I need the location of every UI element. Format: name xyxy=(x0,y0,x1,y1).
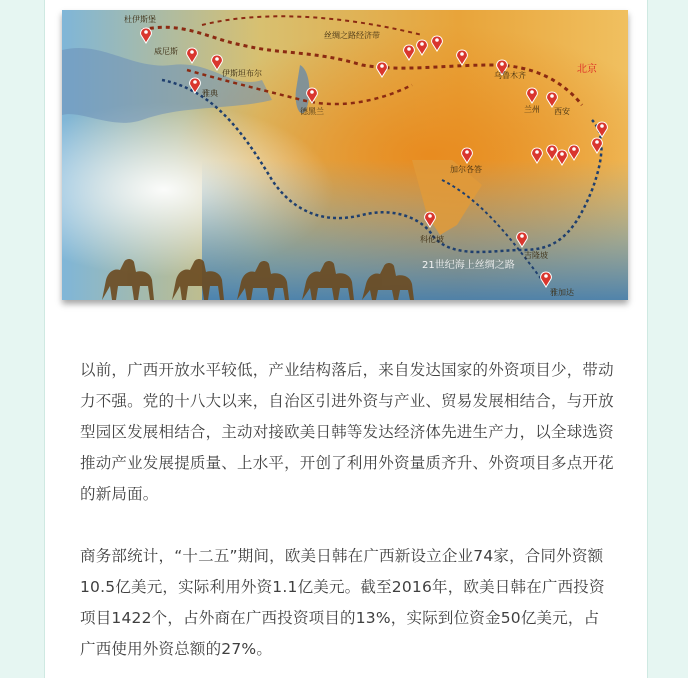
map-label: 北京 xyxy=(577,64,597,75)
silk-road-map-image xyxy=(62,10,628,300)
map-label: 威尼斯 xyxy=(154,47,178,56)
map-label: 雅加达 xyxy=(550,288,574,297)
map-label: 加尔各答 xyxy=(450,165,482,174)
map-label: 科伦坡 xyxy=(420,235,444,244)
map-label: 西安 xyxy=(554,107,570,116)
map-label: 吉隆坡 xyxy=(524,251,548,260)
map-label: 兰州 xyxy=(524,105,540,114)
map-label: 杜伊斯堡 xyxy=(124,15,156,24)
map-label: 雅典 xyxy=(202,89,218,98)
map-label: 伊斯坦布尔 xyxy=(222,69,262,78)
map-label: 丝绸之路经济带 xyxy=(324,31,380,40)
map-label: 乌鲁木齐 xyxy=(494,71,526,80)
article-paragraph-1: 以前，广西开放水平较低，产业结构落后，来自发达国家的外资项目少，带动力不强。党的十八大以来，自治区引进外资与产业、贸易发展相结合，与开放型园区发展相结合，主动对接欧美日韩等发达经济体先进生产力，以全球选资推动产业发展提质量、上水平，开创了利用外资量质齐升、外资项目多点开花的新局面。 xyxy=(80,361,614,503)
article-paragraph-2: 商务部统计，“十二五”期间，欧美日韩在广西新设立企业74家，合同外资额10.5亿美元，实际利用外资1.1亿美元。截至2016年，欧美日韩在广西投资项目1422个，占外商在广西投资项目的13%，实际到位资金50亿美元，占广西使用外资总额的27%。 xyxy=(80,547,605,658)
map-illustration xyxy=(62,10,628,300)
map-label: 德黑兰 xyxy=(300,107,324,116)
map-label: 21世纪海上丝绸之路 xyxy=(422,260,515,271)
